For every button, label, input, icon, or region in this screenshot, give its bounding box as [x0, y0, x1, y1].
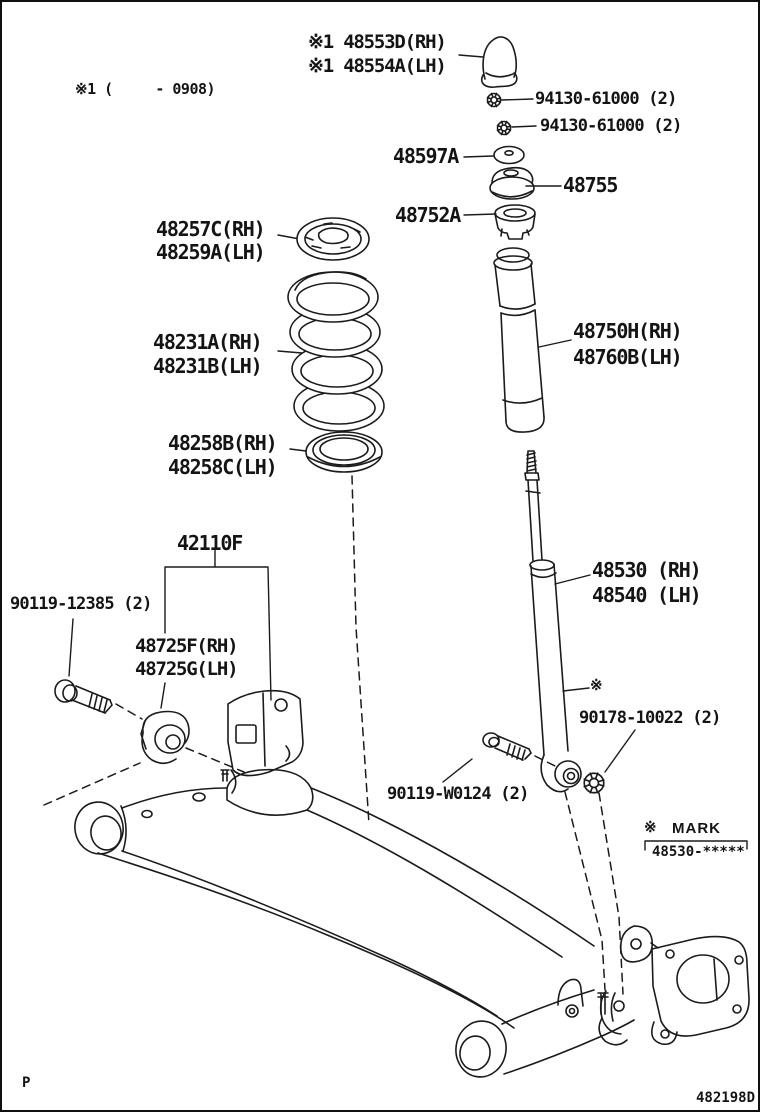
lower-nut-drawing: [584, 773, 604, 793]
lower-spring-insulator-drawing: [306, 432, 382, 472]
diagram-line-art: [2, 2, 760, 1112]
bump-stopper-drawing: [482, 37, 517, 87]
arm-bracket-drawing: [228, 691, 303, 793]
hub-plate-drawing: [621, 926, 749, 1044]
label-dust-cover-lh: 48760B(LH): [573, 345, 682, 369]
label-upper-seat-rh: 48257C(RH): [156, 217, 265, 241]
bushing-bolt-drawing: [55, 680, 112, 713]
footer-page-letter: P: [22, 1075, 31, 1091]
upper-nut-1-drawing: [488, 94, 501, 107]
label-bump-stopper-lh: ※1 48554A(LH): [308, 55, 446, 77]
label-arm-bushing-lh: 48725G(LH): [135, 658, 238, 680]
label-bump-stopper-rh: ※1 48553D(RH): [308, 31, 446, 53]
arm-bushing-drawing: [141, 712, 189, 764]
assembly-dashed-lines: [44, 476, 623, 994]
label-support: 48755: [563, 173, 618, 197]
shock-absorber-drawing: [525, 451, 581, 792]
label-axle-beam: 42110F: [177, 531, 243, 555]
upper-spring-seat-drawing: [297, 218, 369, 260]
footer-figure-code: 482198D: [696, 1090, 756, 1106]
mark-table-title: MARK: [672, 820, 721, 837]
label-lower-insulator-lh: 48258C(LH): [168, 455, 277, 479]
label-upper-nut-2: 94130-61000 (2): [540, 116, 682, 136]
label-bushing-bolt: 90119-12385 (2): [10, 594, 152, 614]
lower-bolt-drawing: [483, 733, 531, 760]
label-upper-insulator: 48752A: [395, 203, 461, 227]
label-coil-spring-rh: 48231A(RH): [153, 330, 262, 354]
label-lower-insulator-rh: 48258B(RH): [168, 431, 277, 455]
label-washer: 48597A: [393, 144, 459, 168]
label-shock-rh: 48530 (RH): [592, 558, 701, 582]
mark-table-value: 48530-*****: [652, 844, 745, 860]
label-arm-bushing-rh: 48725F(RH): [135, 635, 238, 657]
axle-beam-drawing: [70, 770, 634, 1081]
label-upper-seat-lh: 48259A(LH): [156, 240, 265, 264]
label-shock-lh: 48540 (LH): [592, 583, 701, 607]
dust-cover-drawing: [494, 248, 544, 432]
label-shock-bolt: 90119-W0124 (2): [387, 784, 529, 804]
coil-spring-drawing: [288, 272, 384, 431]
label-dust-cover-rh: 48750H(RH): [573, 319, 682, 343]
applicability-note: ※1 ( - 0908): [75, 80, 216, 98]
washer-drawing: [494, 147, 524, 164]
label-coil-spring-lh: 48231B(LH): [153, 354, 262, 378]
shock-reference-mark: ※: [590, 676, 603, 694]
shock-mount-bracket-drawing: [599, 991, 627, 1045]
label-shock-nut: 90178-10022 (2): [579, 708, 721, 728]
upper-insulator-drawing: [495, 205, 535, 239]
mark-table-symbol: ※: [644, 818, 657, 836]
label-upper-nut-1: 94130-61000 (2): [535, 89, 677, 109]
upper-nut-2-drawing: [498, 122, 511, 135]
support-drawing: [490, 168, 534, 199]
